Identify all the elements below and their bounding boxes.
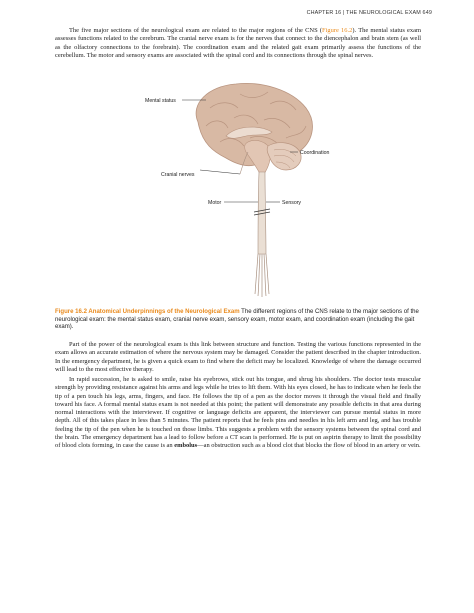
running-header: CHAPTER 16 | THE NEUROLOGICAL EXAM 649 [306,10,432,16]
paragraph-text: In rapid succession, he is asked to smile, raise his eyebrows, stick out his tongue, and shrug his shoulders. The doctor tests muscular strength by providing resistance against his arms and legs while he tries to lift them. With his eyes closed, he has to indicate when he feels the tip of a pen touch his legs, arms, fingers, and face. He follows the tip of a pen as the doctor moves it through the visual field and finally toward his face. A formal mental status exam is not needed at this point; the patient will demonstrate any possible deficits in that area during normal interactions with the interviewer. If cognitive or language deficits are apparent, the interviewer can pursue mental status in more depth. All of this takes place in less than 5 minutes. The patient reports that he feels pins and needles in his left arm and leg, and has trouble feeling the tip of the pen when he is touched on those limbs. This suggests a problem with the sensory systems between the spinal cord and the brain. The emergency department has a lead to follow before a CT scan is performed. He is put on aspirin therapy to limit the possibility of blood clots forming, in case the cause is an [55,376,421,449]
figure-caption [55,309,421,332]
paragraph-text: —an obstruction such as a blood clot that blocks the flow of blood in an artery or vein. [197,442,421,449]
paragraph-structure-function: Part of the power of the neurological exam is this link between structure and function. Testing the various functions represented in the exam allows an accurate estimation of where the nervous system may be damaged. Consider the patient described in the chapter introduction. In the emergency department, he is given a quick exam to find where the deficit may be localized. Knowledge of where the damage occurred will lead to the most effective therapy. [55,341,421,373]
cauda-equina [255,254,269,297]
caption-label: Figure 16.2 Anatomical Underpinnings of the Neurological Exam [55,309,240,315]
paragraph-text: ). The mental status exam assesses functions related to the cerebrum. The cranial nerve exam is for the nerves that connect to the diencephalon and brain stem (as well as the olfactory connections to the forebrain). The coordination exam and the related gait exam primarily assess the functions of the cerebellum. The motor and sensory exams are associated with the spinal cord and its connections through the spinal nerves. [55,27,421,59]
figure-brain-illustration [140,78,340,300]
paragraph-patient-exam [55,376,421,450]
brain-sagittal-diagram [140,78,340,300]
paragraph-exam-sections [55,27,421,60]
key-term-embolus: embolus [174,442,198,449]
caption-text: The different regions of the CNS relate to the major sections of the neurological exam: the mental status exam, cranial nerve exam, sensory exam, motor exam, and coordination exam (including the gait exam). [55,309,419,331]
label-mental-status: Mental status [145,98,176,104]
figure-reference-link[interactable]: Figure 16.2 [322,27,353,34]
label-sensory: Sensory [282,200,302,206]
label-motor: Motor [208,200,222,206]
paragraph-text: The five major sections of the neurological exam are related to the major regions of the CNS ( [69,27,323,34]
label-cranial-nerves: Cranial nerves [161,172,195,178]
label-coordination: Coordination [300,150,330,156]
